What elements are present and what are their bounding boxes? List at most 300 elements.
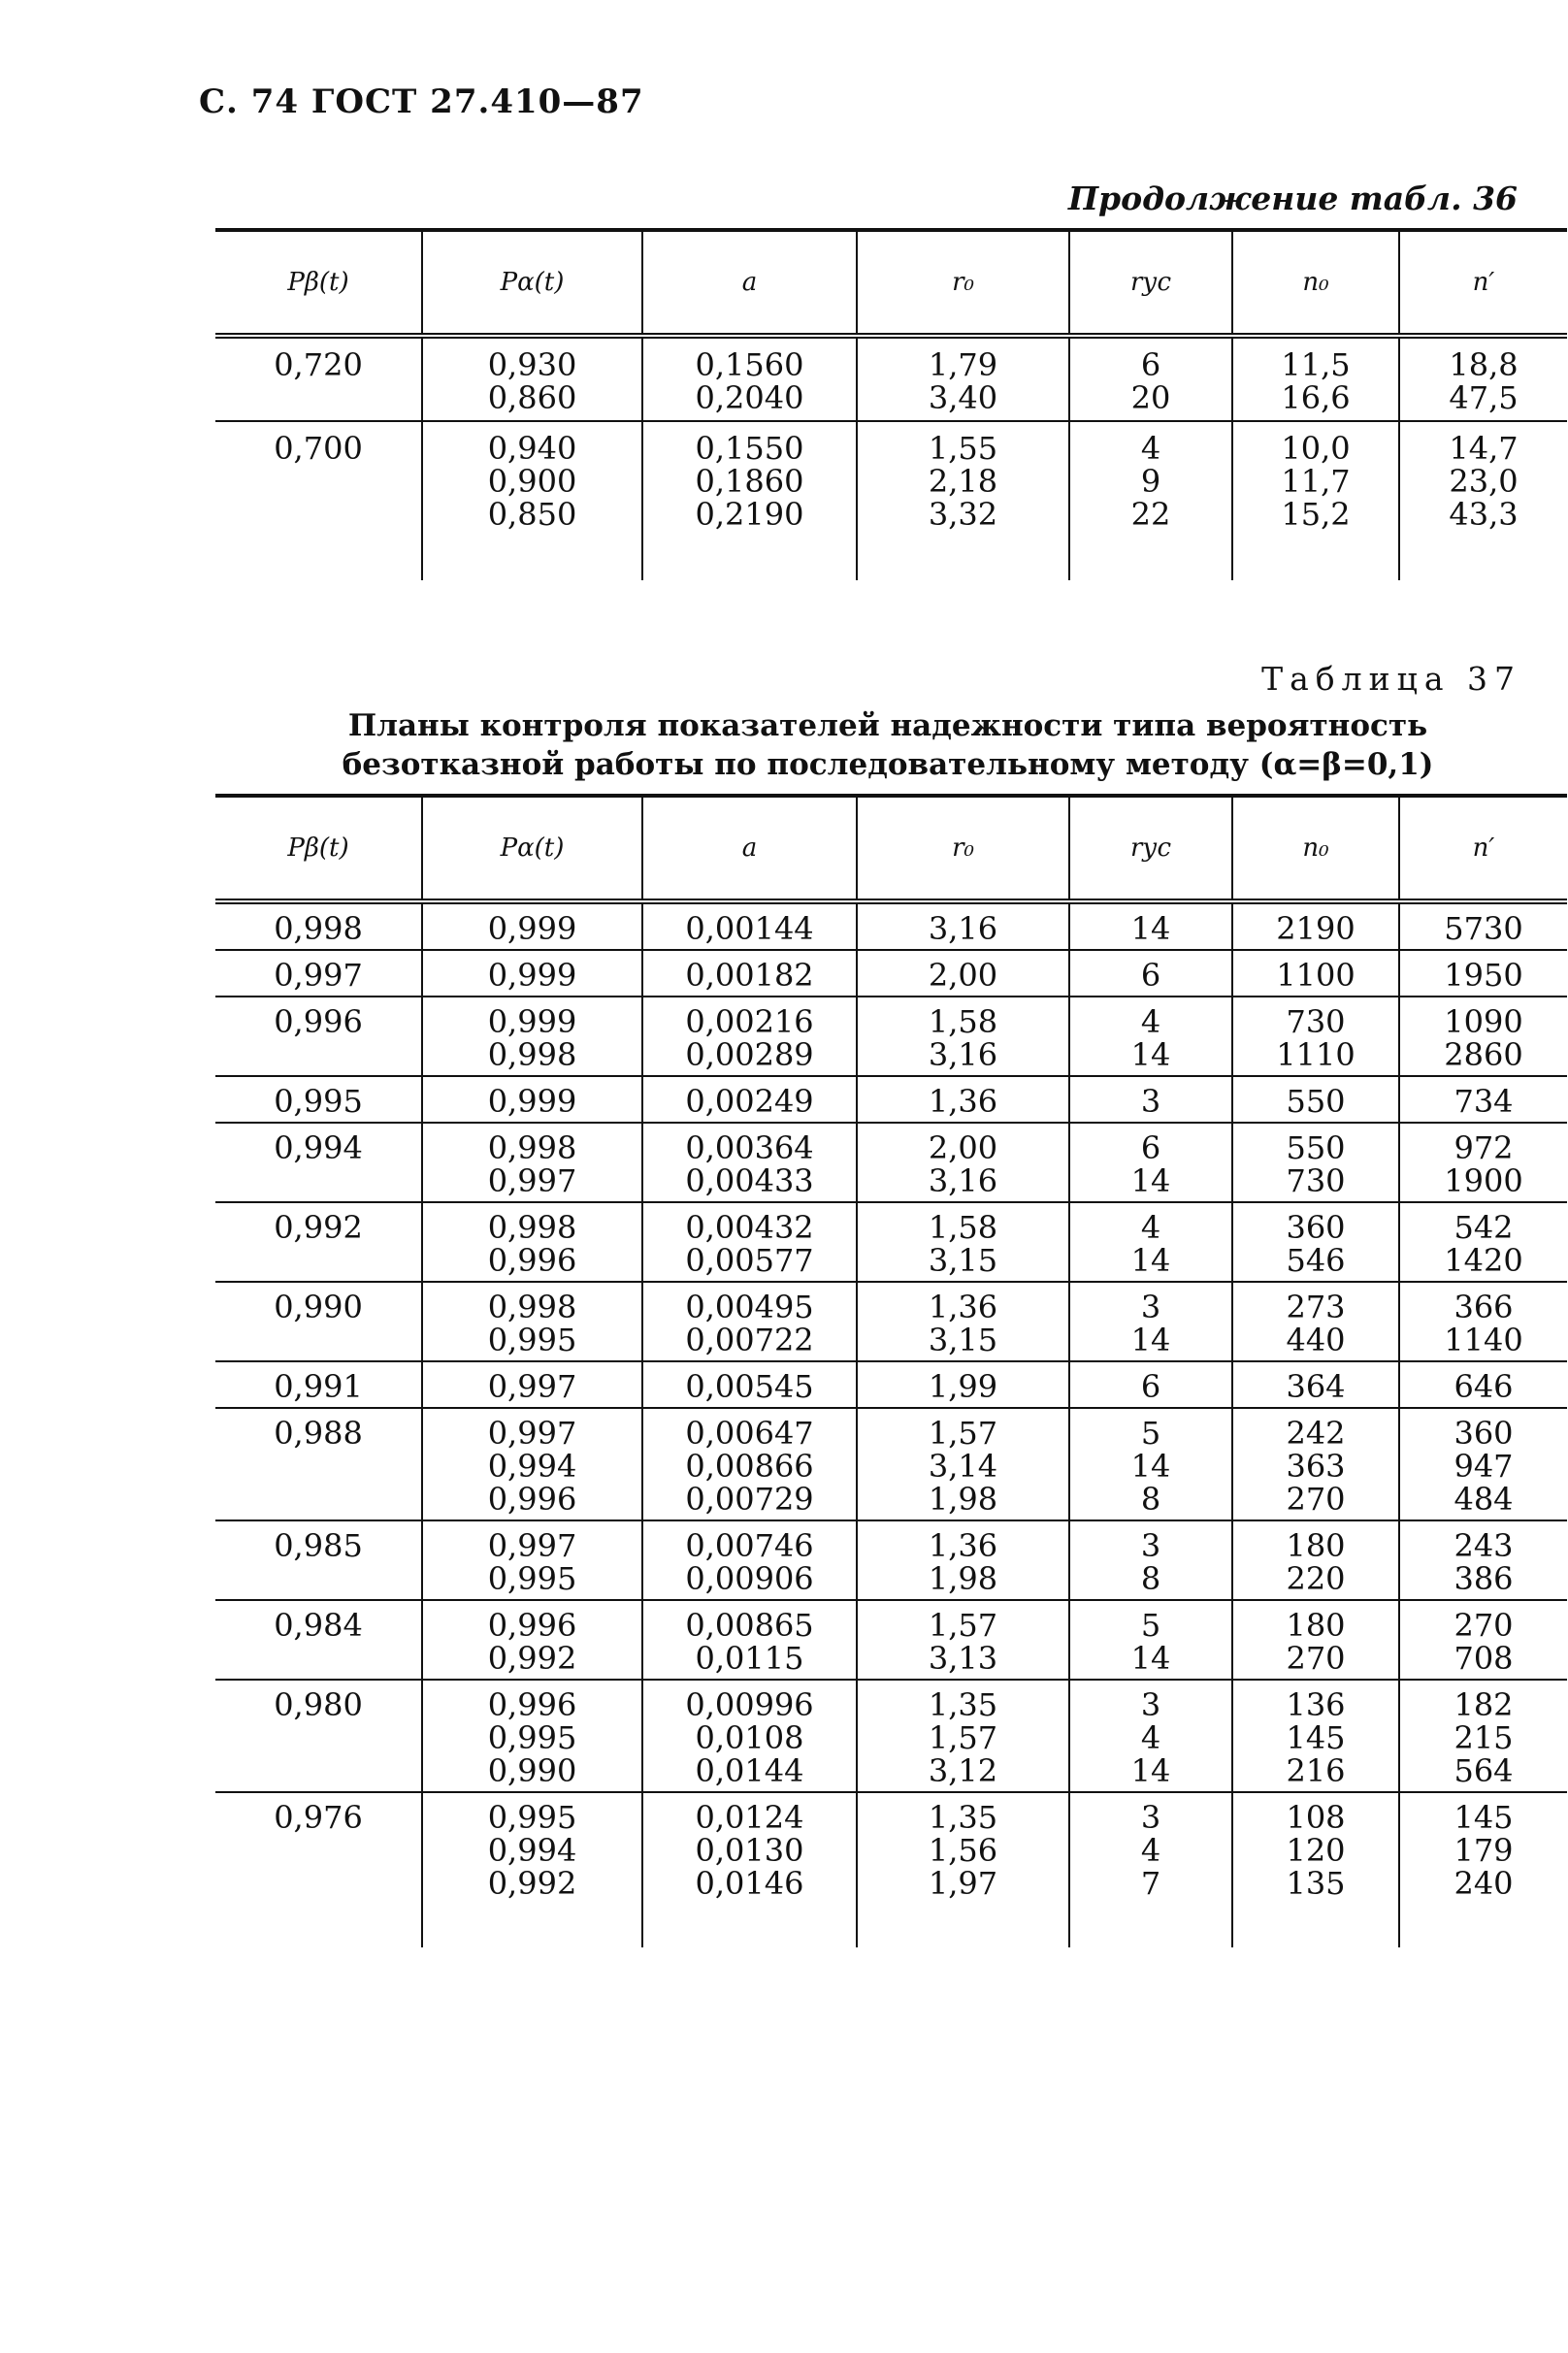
n0-cell xyxy=(1232,1600,1399,1680)
a-value: 0,00906 xyxy=(685,1560,814,1597)
p-beta-cell xyxy=(215,997,422,1076)
n-prime-cell xyxy=(1399,997,1567,1076)
r0-value: 3,16 xyxy=(928,910,998,947)
tail-cell xyxy=(642,1904,857,1947)
n0-value: 1100 xyxy=(1276,957,1356,994)
r0-value: 3,16 xyxy=(928,1036,998,1073)
n-prime-value: 1090 xyxy=(1444,1003,1523,1040)
table36-header-col-3: r₀ xyxy=(857,230,1069,336)
n-prime-cell xyxy=(1399,950,1567,997)
tail-cell xyxy=(1399,537,1567,580)
r0-value: 3,40 xyxy=(928,379,998,416)
table-row xyxy=(215,421,1567,537)
r0-value: 1,35 xyxy=(928,1799,998,1836)
rus-cell xyxy=(1069,1076,1232,1123)
n0-value: 730 xyxy=(1286,1162,1346,1199)
table-row xyxy=(215,1361,1567,1408)
n0-cell xyxy=(1232,421,1399,537)
p-beta-cell xyxy=(215,1600,422,1680)
a-value: 0,00289 xyxy=(685,1036,814,1073)
rus-value: 3 xyxy=(1140,1527,1161,1564)
table-row xyxy=(215,1123,1567,1202)
rus-value: 4 xyxy=(1140,430,1161,467)
rus-value: 14 xyxy=(1130,1036,1171,1073)
a-value: 0,00364 xyxy=(685,1129,814,1166)
tail-cell xyxy=(857,537,1069,580)
table-row xyxy=(215,1680,1567,1792)
p-alpha-value: 0,997 xyxy=(487,1527,577,1564)
r0-cell xyxy=(857,1680,1069,1792)
n0-cell xyxy=(1232,1202,1399,1282)
r0-value: 1,79 xyxy=(928,346,998,383)
r0-cell xyxy=(857,421,1069,537)
n0-value: 15,2 xyxy=(1281,496,1351,533)
table-row xyxy=(215,1076,1567,1123)
a-value: 0,00433 xyxy=(685,1162,814,1199)
rus-cell xyxy=(1069,1792,1232,1904)
rus-cell xyxy=(1069,1680,1232,1792)
p-alpha-value: 0,900 xyxy=(487,463,577,500)
p-beta-value: 0,976 xyxy=(274,1799,363,1836)
p-alpha-value: 0,850 xyxy=(487,496,577,533)
r0-value: 1,98 xyxy=(928,1560,998,1597)
rus-cell xyxy=(1069,1202,1232,1282)
n-prime-cell xyxy=(1399,901,1567,950)
a-value: 0,0146 xyxy=(695,1865,804,1902)
p-alpha-value: 0,999 xyxy=(487,910,577,947)
n-prime-value: 47,5 xyxy=(1449,379,1519,416)
rus-value: 6 xyxy=(1140,957,1161,994)
p-alpha-value: 0,997 xyxy=(487,1415,577,1452)
rus-value: 8 xyxy=(1140,1560,1161,1597)
a-value: 0,1560 xyxy=(695,346,804,383)
p-alpha-cell xyxy=(422,1408,642,1520)
a-value: 0,1860 xyxy=(695,463,804,500)
table36-header-col-4: rус xyxy=(1069,230,1232,336)
rus-value: 4 xyxy=(1140,1719,1161,1756)
n0-cell xyxy=(1232,1123,1399,1202)
n-prime-value: 1950 xyxy=(1444,957,1523,994)
table36-header-col-0: Pβ(t) xyxy=(215,230,422,336)
p-beta-cell xyxy=(215,1076,422,1123)
n-prime-cell xyxy=(1399,1600,1567,1680)
n0-value: 363 xyxy=(1286,1448,1346,1485)
table36-header-col-2: a xyxy=(642,230,857,336)
p-beta-value: 0,991 xyxy=(274,1368,363,1405)
p-alpha-value: 0,999 xyxy=(487,957,577,994)
a-cell xyxy=(642,901,857,950)
a-cell xyxy=(642,950,857,997)
p-beta-cell xyxy=(215,421,422,537)
a-value: 0,0108 xyxy=(695,1719,804,1756)
a-value: 0,00865 xyxy=(685,1607,814,1644)
table37-header-col-0: Pβ(t) xyxy=(215,796,422,901)
n0-value: 216 xyxy=(1286,1752,1346,1789)
n-prime-cell xyxy=(1399,1123,1567,1202)
r0-value: 1,57 xyxy=(928,1607,998,1644)
p-alpha-value: 0,996 xyxy=(487,1242,577,1279)
table37-header-col-2: a xyxy=(642,796,857,901)
n-prime-cell xyxy=(1399,1408,1567,1520)
tail-cell xyxy=(215,1904,422,1947)
p-alpha-cell xyxy=(422,950,642,997)
p-beta-value: 0,997 xyxy=(274,957,363,994)
r0-cell xyxy=(857,950,1069,997)
a-value: 0,00182 xyxy=(685,957,814,994)
r0-value: 3,16 xyxy=(928,1162,998,1199)
n0-value: 546 xyxy=(1286,1242,1346,1279)
tail-cell xyxy=(1069,1904,1232,1947)
n-prime-value: 215 xyxy=(1454,1719,1514,1756)
a-cell xyxy=(642,1680,857,1792)
r0-value: 1,56 xyxy=(928,1832,998,1869)
n0-cell xyxy=(1232,1282,1399,1361)
rus-value: 3 xyxy=(1140,1686,1161,1723)
a-cell xyxy=(642,1600,857,1680)
n0-value: 108 xyxy=(1286,1799,1346,1836)
p-alpha-cell xyxy=(422,1123,642,1202)
n0-value: 180 xyxy=(1286,1527,1346,1564)
n-prime-value: 23,0 xyxy=(1449,463,1519,500)
n-prime-value: 708 xyxy=(1454,1640,1514,1677)
r0-cell xyxy=(857,1202,1069,1282)
rus-cell xyxy=(1069,997,1232,1076)
a-value: 0,00996 xyxy=(685,1686,814,1723)
rus-value: 3 xyxy=(1140,1289,1161,1325)
rus-cell xyxy=(1069,336,1232,421)
r0-value: 3,12 xyxy=(928,1752,998,1789)
table-row xyxy=(215,1282,1567,1361)
table36-header-col-5: n₀ xyxy=(1232,230,1399,336)
n0-value: 1110 xyxy=(1276,1036,1356,1073)
p-beta-cell xyxy=(215,1680,422,1792)
table-row xyxy=(215,1520,1567,1600)
n0-value: 440 xyxy=(1286,1322,1346,1358)
a-cell xyxy=(642,1076,857,1123)
n0-value: 270 xyxy=(1286,1640,1346,1677)
rus-value: 3 xyxy=(1140,1083,1161,1120)
n0-value: 180 xyxy=(1286,1607,1346,1644)
r0-value: 1,36 xyxy=(928,1083,998,1120)
table-row xyxy=(215,901,1567,950)
table37-header-col-5: n₀ xyxy=(1232,796,1399,901)
n-prime-value: 564 xyxy=(1454,1752,1514,1789)
table36-header-col-6: n′ xyxy=(1399,230,1567,336)
tail-cell xyxy=(642,537,857,580)
rus-cell xyxy=(1069,1282,1232,1361)
n0-cell xyxy=(1232,950,1399,997)
a-cell xyxy=(642,336,857,421)
a-value: 0,0130 xyxy=(695,1832,804,1869)
p-alpha-value: 0,998 xyxy=(487,1209,577,1246)
rus-value: 5 xyxy=(1140,1607,1161,1644)
rus-cell xyxy=(1069,1408,1232,1520)
p-alpha-value: 0,992 xyxy=(487,1640,577,1677)
p-alpha-value: 0,995 xyxy=(487,1719,577,1756)
n0-cell xyxy=(1232,1520,1399,1600)
n0-value: 730 xyxy=(1286,1003,1346,1040)
r0-value: 1,55 xyxy=(928,430,998,467)
n0-value: 2190 xyxy=(1276,910,1356,947)
rus-value: 7 xyxy=(1140,1865,1161,1902)
table37-header-col-4: rус xyxy=(1069,796,1232,901)
a-value: 0,00746 xyxy=(685,1527,814,1564)
p-beta-value: 0,988 xyxy=(274,1415,363,1452)
n0-cell xyxy=(1232,1680,1399,1792)
table-row xyxy=(215,997,1567,1076)
rus-value: 14 xyxy=(1130,910,1171,947)
table36-body xyxy=(215,336,1567,580)
n-prime-value: 366 xyxy=(1454,1289,1514,1325)
table-row xyxy=(215,1600,1567,1680)
p-alpha-cell xyxy=(422,421,642,537)
a-value: 0,00722 xyxy=(685,1322,814,1358)
a-cell xyxy=(642,1282,857,1361)
n-prime-value: 734 xyxy=(1454,1083,1514,1120)
n-prime-value: 1420 xyxy=(1444,1242,1523,1279)
n-prime-cell xyxy=(1399,336,1567,421)
p-alpha-cell xyxy=(422,1202,642,1282)
r0-value: 1,97 xyxy=(928,1865,998,1902)
n0-value: 242 xyxy=(1286,1415,1346,1452)
r0-cell xyxy=(857,1076,1069,1123)
n0-cell xyxy=(1232,1361,1399,1408)
rus-value: 5 xyxy=(1140,1415,1161,1452)
n-prime-value: 18,8 xyxy=(1449,346,1519,383)
n0-value: 145 xyxy=(1286,1719,1346,1756)
p-alpha-value: 0,998 xyxy=(487,1036,577,1073)
n-prime-value: 270 xyxy=(1454,1607,1514,1644)
a-cell xyxy=(642,997,857,1076)
n0-value: 10,0 xyxy=(1281,430,1351,467)
p-alpha-cell xyxy=(422,1792,642,1904)
p-beta-value: 0,984 xyxy=(274,1607,363,1644)
r0-value: 1,36 xyxy=(928,1289,998,1325)
n-prime-value: 43,3 xyxy=(1449,496,1519,533)
table37-body xyxy=(215,901,1567,1947)
tail-cell xyxy=(422,1904,642,1947)
p-beta-cell xyxy=(215,950,422,997)
p-beta-cell xyxy=(215,1123,422,1202)
p-alpha-value: 0,996 xyxy=(487,1481,577,1518)
n0-cell xyxy=(1232,336,1399,421)
r0-cell xyxy=(857,901,1069,950)
rus-cell xyxy=(1069,1600,1232,1680)
table37-header-col-6: n′ xyxy=(1399,796,1567,901)
n-prime-value: 484 xyxy=(1454,1481,1514,1518)
a-value: 0,00495 xyxy=(685,1289,814,1325)
table37-header-col-3: r₀ xyxy=(857,796,1069,901)
p-beta-value: 0,985 xyxy=(274,1527,363,1564)
p-alpha-value: 0,994 xyxy=(487,1832,577,1869)
rus-value: 4 xyxy=(1140,1003,1161,1040)
p-alpha-value: 0,997 xyxy=(487,1368,577,1405)
r0-value: 1,36 xyxy=(928,1527,998,1564)
rus-value: 20 xyxy=(1130,379,1171,416)
p-alpha-value: 0,995 xyxy=(487,1799,577,1836)
n-prime-value: 14,7 xyxy=(1449,430,1519,467)
n-prime-value: 179 xyxy=(1454,1832,1514,1869)
n-prime-value: 947 xyxy=(1454,1448,1514,1485)
n-prime-value: 542 xyxy=(1454,1209,1514,1246)
rus-value: 6 xyxy=(1140,1129,1161,1166)
p-beta-value: 0,995 xyxy=(274,1083,363,1120)
p-alpha-cell xyxy=(422,1361,642,1408)
table37-header-row xyxy=(215,796,1567,901)
table37-caption: Планы контроля показателей надежности типа вероятность безотказной работы по последовательному методу (α=β=0,1) xyxy=(342,708,1434,782)
r0-cell xyxy=(857,1123,1069,1202)
n0-value: 550 xyxy=(1286,1083,1346,1120)
r0-value: 1,58 xyxy=(928,1209,998,1246)
table36-header-col-1: Pα(t) xyxy=(422,230,642,336)
n-prime-cell xyxy=(1399,1680,1567,1792)
table-tail-row xyxy=(215,537,1567,580)
n-prime-cell xyxy=(1399,1202,1567,1282)
n-prime-value: 1140 xyxy=(1444,1322,1523,1358)
n-prime-cell xyxy=(1399,1282,1567,1361)
a-value: 0,1550 xyxy=(695,430,804,467)
a-cell xyxy=(642,421,857,537)
a-value: 0,00216 xyxy=(685,1003,814,1040)
p-beta-cell xyxy=(215,1408,422,1520)
p-beta-value: 0,700 xyxy=(274,430,363,467)
a-value: 0,00577 xyxy=(685,1242,814,1279)
n-prime-value: 1900 xyxy=(1444,1162,1523,1199)
p-beta-value: 0,992 xyxy=(274,1209,363,1246)
r0-cell xyxy=(857,336,1069,421)
n-prime-value: 145 xyxy=(1454,1799,1514,1836)
n0-value: 550 xyxy=(1286,1129,1346,1166)
p-alpha-value: 0,860 xyxy=(487,379,577,416)
a-value: 0,0144 xyxy=(695,1752,804,1789)
n-prime-cell xyxy=(1399,1792,1567,1904)
table36-header-row xyxy=(215,230,1567,336)
p-beta-value: 0,994 xyxy=(274,1129,363,1166)
n-prime-value: 2860 xyxy=(1444,1036,1523,1073)
p-beta-cell xyxy=(215,336,422,421)
r0-value: 1,57 xyxy=(928,1415,998,1452)
tail-cell xyxy=(1232,537,1399,580)
r0-value: 2,18 xyxy=(928,463,998,500)
r0-cell xyxy=(857,1792,1069,1904)
p-alpha-value: 0,992 xyxy=(487,1865,577,1902)
p-alpha-cell xyxy=(422,1520,642,1600)
r0-value: 3,32 xyxy=(928,496,998,533)
n-prime-cell xyxy=(1399,421,1567,537)
rus-value: 14 xyxy=(1130,1242,1171,1279)
p-beta-cell xyxy=(215,1520,422,1600)
n0-cell xyxy=(1232,901,1399,950)
r0-cell xyxy=(857,1600,1069,1680)
rus-cell xyxy=(1069,950,1232,997)
n0-value: 360 xyxy=(1286,1209,1346,1246)
rus-value: 14 xyxy=(1130,1640,1171,1677)
n-prime-cell xyxy=(1399,1076,1567,1123)
a-cell xyxy=(642,1408,857,1520)
p-alpha-value: 0,995 xyxy=(487,1560,577,1597)
n0-value: 11,7 xyxy=(1281,463,1351,500)
r0-cell xyxy=(857,1282,1069,1361)
a-value: 0,00144 xyxy=(685,910,814,947)
n-prime-value: 5730 xyxy=(1444,910,1523,947)
table37-header-col-1: Pα(t) xyxy=(422,796,642,901)
p-beta-value: 0,980 xyxy=(274,1686,363,1723)
r0-cell xyxy=(857,997,1069,1076)
r0-value: 3,15 xyxy=(928,1242,998,1279)
n-prime-cell xyxy=(1399,1520,1567,1600)
n-prime-value: 972 xyxy=(1454,1129,1514,1166)
rus-cell xyxy=(1069,1361,1232,1408)
n0-value: 220 xyxy=(1286,1560,1346,1597)
rus-value: 14 xyxy=(1130,1322,1171,1358)
r0-value: 2,00 xyxy=(928,1129,998,1166)
a-value: 0,00866 xyxy=(685,1448,814,1485)
a-cell xyxy=(642,1202,857,1282)
n-prime-value: 182 xyxy=(1454,1686,1514,1723)
rus-value: 6 xyxy=(1140,346,1161,383)
table-row xyxy=(215,950,1567,997)
p-alpha-cell xyxy=(422,997,642,1076)
p-alpha-value: 0,994 xyxy=(487,1448,577,1485)
r0-value: 1,99 xyxy=(928,1368,998,1405)
n0-value: 135 xyxy=(1286,1865,1346,1902)
tail-cell xyxy=(1232,1904,1399,1947)
a-value: 0,2040 xyxy=(695,379,804,416)
p-alpha-value: 0,995 xyxy=(487,1322,577,1358)
n0-value: 16,6 xyxy=(1281,379,1351,416)
p-beta-cell xyxy=(215,1361,422,1408)
n0-value: 120 xyxy=(1286,1832,1346,1869)
a-value: 0,2190 xyxy=(695,496,804,533)
r0-value: 1,57 xyxy=(928,1719,998,1756)
n0-value: 136 xyxy=(1286,1686,1346,1723)
table-tail-row xyxy=(215,1904,1567,1947)
p-beta-value: 0,998 xyxy=(274,910,363,947)
table-row xyxy=(215,1408,1567,1520)
p-beta-value: 0,996 xyxy=(274,1003,363,1040)
a-value: 0,00249 xyxy=(685,1083,814,1120)
p-beta-value: 0,990 xyxy=(274,1289,363,1325)
a-cell xyxy=(642,1361,857,1408)
rus-cell xyxy=(1069,421,1232,537)
p-alpha-value: 0,996 xyxy=(487,1607,577,1644)
tail-cell xyxy=(1069,537,1232,580)
rus-value: 9 xyxy=(1140,463,1161,500)
p-alpha-value: 0,998 xyxy=(487,1289,577,1325)
rus-value: 4 xyxy=(1140,1209,1161,1246)
n0-cell xyxy=(1232,1076,1399,1123)
table37-title: Таблица 37 xyxy=(1261,660,1521,698)
n-prime-value: 240 xyxy=(1454,1865,1514,1902)
rus-value: 14 xyxy=(1130,1162,1171,1199)
rus-value: 8 xyxy=(1140,1481,1161,1518)
n0-value: 364 xyxy=(1286,1368,1346,1405)
n-prime-value: 360 xyxy=(1454,1415,1514,1452)
p-alpha-value: 0,996 xyxy=(487,1686,577,1723)
r0-value: 3,14 xyxy=(928,1448,998,1485)
p-alpha-cell xyxy=(422,901,642,950)
a-value: 0,00729 xyxy=(685,1481,814,1518)
rus-value: 22 xyxy=(1130,496,1171,533)
a-cell xyxy=(642,1792,857,1904)
table-row xyxy=(215,1792,1567,1904)
r0-value: 2,00 xyxy=(928,957,998,994)
r0-value: 3,13 xyxy=(928,1640,998,1677)
p-beta-cell xyxy=(215,1792,422,1904)
r0-cell xyxy=(857,1361,1069,1408)
page-header: С. 74 ГОСТ 27.410—87 xyxy=(199,82,644,121)
r0-cell xyxy=(857,1520,1069,1600)
